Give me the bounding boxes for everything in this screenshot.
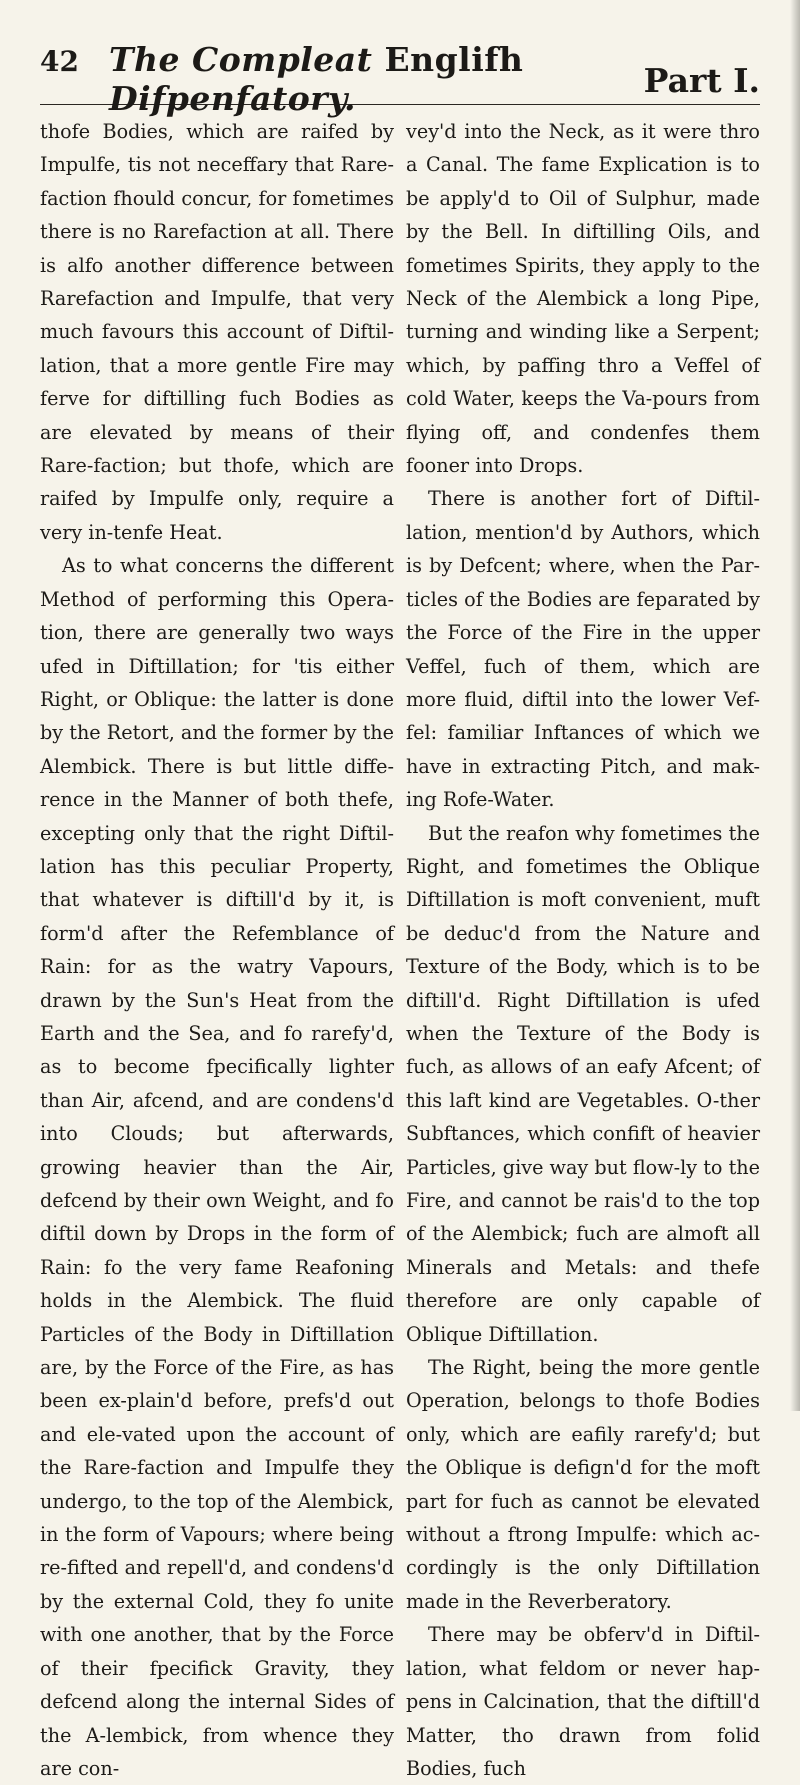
title-part-1: The Compleat <box>108 40 373 79</box>
right-paragraph-3: But the reafon why fometimes the Right, and fometimes the Oblique Diftillation is moft convenient, muft be deduc'd from the Nature and Texture of the Body, which is to be diftill'd. Right Diftillation is ufed when the Texture of the Body is fuch, as allows of an eafy Afcent; of this laft kind are Vegetables. O-ther Subftances, which confift of heavier Particles, give way but flow-ly to the Fire, and cannot be rais'd to the top of the Alembick; fuch are almoft all Minerals and Metals: and thefe therefore are only capable of Oblique Diftillation. <box>406 821 760 1346</box>
running-header <box>40 40 760 118</box>
right-column <box>406 115 760 1785</box>
scan-edge-shadow <box>790 0 800 1411</box>
text-columns <box>40 115 760 1785</box>
part-label: Part I. <box>643 61 760 100</box>
right-paragraph-5: There may be obferv'd in Diftil-lation, what feldom or never hap-pens in Calcination, that the diftill'd Matter, tho drawn from folid Bodies, fuch <box>406 1623 760 1780</box>
left-paragraph-1: thofe Bodies, which are raifed by Impulfe, tis not neceffary that Rare-faction fhould concur, for fometimes there is no Rarefaction at all. There is alfo another difference between Rarefaction and Impulfe, that very much favours this account of Diftil-lation, that a more gentle Fire may ferve for diftilling fuch Bodies as are elevated by means of their Rare-faction; but thofe, which are raifed by Impulfe only, require a very in-tenfe Heat. <box>40 120 394 544</box>
title-part-3: Difpenfatory. <box>108 79 356 118</box>
right-paragraph-2: There is another fort of Diftil-lation, mention'd by Authors, which is by Defcent; where, when the Par-ticles of the Bodies are feparated by the Force of the Fire in the upper Veffel, fuch of them, which are more fluid, diftil into the lower Vef-fel: familiar Inftances of which we have in extracting Pitch, and mak-ing Rofe-Water. <box>406 487 760 812</box>
left-paragraph-2: As to what concerns the different Method of performing this Opera-tion, there are generally two ways ufed in Diftillation; for 'tis either Right, or Oblique: the latter is done by the Retort, and the former by the Alembick. There is but little diffe-rence in the Manner of both thefe, excepting only that the right Diftil-lation has this peculiar Property, that whatever is diftill'd by it, is form'd after the Refemblance of Rain: for as the watry Vapours, drawn by the Sun's Heat from the Earth and the Sea, and fo rarefy'd, as to become fpecifically lighter than Air, afcend, and are condens'd into Clouds; but afterwards, growing heavier than the Air, defcend by their own Weight, and fo diftil down by Drops in the form of Rain: fo the very fame Reafoning holds in the Alembick. The fluid Particles of the Body in Diftillation are, by the Force of the Fire, as has been ex-plain'd before, prefs'd out and ele-vated upon the account of the Rare-faction and Impulfe they undergo, to the top of the Alembick, in the form of Vapours; where being re-fifted and repell'd, and condens'd by the external Cold, they fo unite with one another, that by the Force of their fpecifick Gravity, they defcend along the internal Sides of the A-lembick, from whence they are con- <box>40 554 394 1780</box>
right-paragraph-1: vey'd into the Neck, as it were thro a Canal. The fame Explication is to be apply'd to Oil of Sulphur, made by the Bell. In diftilling Oils, and fometimes Spirits, they apply to the Neck of the Alembick a long Pipe, turning and winding like a Serpent; which, by paffing thro a Veffel of cold Water, keeps the Va-pours from flying off, and condenfes them fooner into Drops. <box>406 120 760 478</box>
right-paragraph-4: The Right, being the more gentle Operation, belongs to thofe Bodies only, which are eafily rarefy'd; but the Oblique is defign'd for the moft part for fuch as cannot be elevated without a ftrong Impulfe: which ac-cordingly is the only Diftillation made in the Reverberatory. <box>406 1356 760 1613</box>
left-column <box>40 115 394 1785</box>
page-number: 42 <box>40 45 79 78</box>
title-part-2: Englifh <box>384 40 524 79</box>
